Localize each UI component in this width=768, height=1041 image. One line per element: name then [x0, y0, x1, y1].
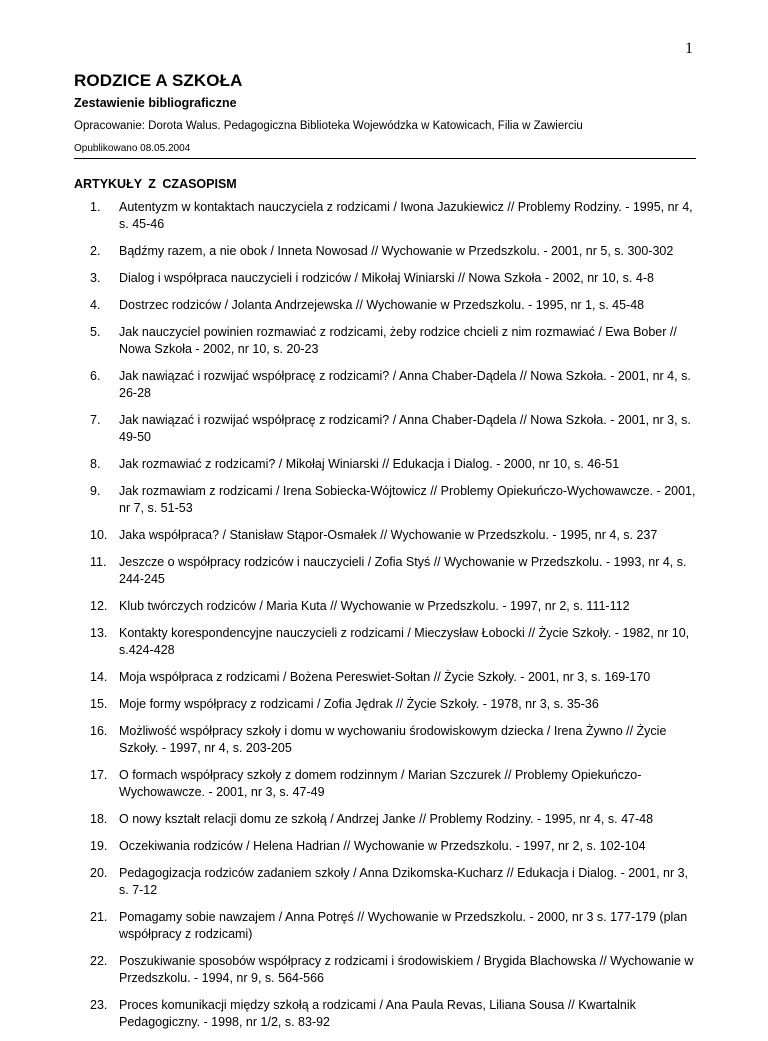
entry-number: 13. — [90, 626, 108, 640]
published-date: Opublikowano 08.05.2004 — [74, 143, 191, 154]
author-line: Opracowanie: Dorota Walus. Pedagogiczna Biblioteka Wojewódzka w Katowicach, Filia w Zawierciu — [74, 120, 583, 132]
list-item — [90, 767, 696, 801]
entry-text: Oczekiwania rodziców / Helena Hadrian // Wychowanie w Przedszkolu. - 1997, nr 2, s. 102-104 — [119, 839, 646, 853]
entry-number: 5. — [90, 325, 101, 339]
list-item — [90, 324, 696, 358]
divider-line — [74, 158, 696, 159]
entry-number: 6. — [90, 369, 101, 383]
list-item — [90, 865, 696, 899]
entry-text: Pedagogizacja rodziców zadaniem szkoły / Anna Dzikomska-Kucharz // Edukacja i Dialog. - 2001, nr 3, s. 7-12 — [119, 866, 689, 897]
entry-number: 14. — [90, 670, 108, 684]
entry-number: 4. — [90, 298, 101, 312]
entry-number: 1. — [90, 200, 101, 214]
entry-text: Klub twórczych rodziców / Maria Kuta // Wychowanie w Przedszkolu. - 1997, nr 2, s. 111-112 — [119, 599, 630, 613]
list-item — [90, 997, 696, 1031]
entry-number: 11. — [90, 555, 107, 569]
entry-number: 3. — [90, 271, 101, 285]
entry-text: Jak rozmawiać z rodzicami? / Mikołaj Winiarski // Edukacja i Dialog. - 2000, nr 10, s. 46-51 — [119, 457, 620, 471]
list-item — [90, 270, 696, 287]
list-item — [90, 909, 696, 943]
entry-text: Moja współpraca z rodzicami / Bożena Pereswiet-Sołtan // Życie Szkoły. - 2001, nr 3, s. 169-170 — [119, 670, 651, 684]
entry-number: 15. — [90, 697, 108, 711]
entry-number: 8. — [90, 457, 101, 471]
list-item — [90, 696, 696, 713]
list-item — [90, 953, 696, 987]
list-item — [90, 598, 696, 615]
entry-number: 9. — [90, 484, 101, 498]
list-item — [90, 811, 696, 828]
list-item — [90, 456, 696, 473]
entry-text: Proces komunikacji między szkołą a rodzicami / Ana Paula Revas, Liliana Sousa // Kwartalnik Pedagogiczny. - 1998, nr 1/2, s. 83-92 — [119, 998, 636, 1029]
entry-text: Dostrzec rodziców / Jolanta Andrzejewska // Wychowanie w Przedszkolu. - 1995, nr 1, s. 45-48 — [119, 298, 645, 312]
entry-text: Jak nawiązać i rozwijać współpracę z rodzicami? / Anna Chaber-Dądela // Nowa Szkoła. - 2001, nr 4, s. 26-28 — [119, 369, 691, 400]
list-item — [90, 368, 696, 402]
section-heading: ARTYKUŁY Z CZASOPISM — [74, 177, 237, 191]
entry-text: Jak nauczyciel powinien rozmawiać z rodzicami, żeby rodzice chcieli z nim rozmawiać / Ewa Bober // Nowa Szkoła - 2002, nr 10, s. 20-23 — [119, 325, 677, 356]
entry-number: 17. — [90, 768, 108, 782]
list-item — [90, 669, 696, 686]
list-item — [90, 723, 696, 757]
entry-number: 10. — [90, 528, 108, 542]
page-number: 1 — [685, 40, 693, 57]
entry-text: Jak nawiązać i rozwijać współpracę z rodzicami? / Anna Chaber-Dądela // Nowa Szkoła. - 2001, nr 3, s. 49-50 — [119, 413, 691, 444]
entry-text: Poszukiwanie sposobów współpracy z rodzicami i środowiskiem / Brygida Blachowska // Wychowanie w Przedszkolu. - 1994, nr 9, s. 564-566 — [119, 954, 694, 985]
list-item — [90, 297, 696, 314]
entry-number: 7. — [90, 413, 101, 427]
entry-text: Bądźmy razem, a nie obok / Inneta Nowosad // Wychowanie w Przedszkolu. - 2001, nr 5, s. 300-302 — [119, 244, 674, 258]
list-item — [90, 554, 696, 588]
entry-number: 20. — [90, 866, 108, 880]
entry-text: Autentyzm w kontaktach nauczyciela z rodzicami / Iwona Jazukiewicz // Problemy Rodziny. - 1995, nr 4, s. 45-46 — [119, 200, 693, 231]
list-item — [90, 243, 696, 260]
entry-number: 23. — [90, 998, 108, 1012]
entry-text: Jeszcze o współpracy rodziców i nauczycieli / Zofia Styś // Wychowanie w Przedszkolu. - 1993, nr 4, s. 244-245 — [119, 555, 687, 586]
entry-number: 12. — [90, 599, 108, 613]
bibliography-list — [90, 199, 696, 1041]
entry-text: Jak rozmawiam z rodzicami / Irena Sobiecka-Wójtowicz // Problemy Opiekuńczo-Wychowawcze. - 2001, nr 7, s. 51-53 — [119, 484, 696, 515]
entry-text: Kontakty korespondencyjne nauczycieli z rodzicami / Mieczysław Łobocki // Życie Szkoły. - 1982, nr 10, s.424-428 — [119, 626, 690, 657]
entry-text: O formach współpracy szkoły z domem rodzinnym / Marian Szczurek // Problemy Opiekuńczo-Wychowawcze. - 2001, nr 3, s. 47-49 — [119, 768, 642, 799]
list-item — [90, 412, 696, 446]
entry-number: 2. — [90, 244, 101, 258]
entry-text: Jaka współpraca? / Stanisław Stąpor-Osmałek // Wychowanie w Przedszkolu. - 1995, nr 4, s. 237 — [119, 528, 658, 542]
entry-number: 21. — [90, 910, 108, 924]
entry-text: Dialog i współpraca nauczycieli i rodziców / Mikołaj Winiarski // Nowa Szkoła - 2002, nr 10, s. 4-8 — [119, 271, 654, 285]
entry-number: 19. — [90, 839, 108, 853]
entry-text: Pomagamy sobie nawzajem / Anna Potręś // Wychowanie w Przedszkolu. - 2000, nr 3 s. 177-179 (plan współpracy z rodzicami) — [119, 910, 688, 941]
entry-number: 22. — [90, 954, 108, 968]
document-title: RODZICE A SZKOŁA — [74, 71, 243, 90]
list-item — [90, 199, 696, 233]
list-item — [90, 625, 696, 659]
entry-text: O nowy kształt relacji domu ze szkołą / Andrzej Janke // Problemy Rodziny. - 1995, nr 4, s. 47-48 — [119, 812, 654, 826]
entry-text: Moje formy współpracy z rodzicami / Zofia Jędrak // Życie Szkoły. - 1978, nr 3, s. 35-36 — [119, 697, 599, 711]
entry-number: 16. — [90, 724, 108, 738]
list-item — [90, 838, 696, 855]
document-subtitle: Zestawienie bibliograficzne — [74, 96, 237, 110]
entry-text: Możliwość współpracy szkoły i domu w wychowaniu środowiskowym dziecka / Irena Żywno // Życie Szkoły. - 1997, nr 4, s. 203-205 — [119, 724, 667, 755]
entry-number: 18. — [90, 812, 108, 826]
list-item — [90, 527, 696, 544]
list-item — [90, 483, 696, 517]
